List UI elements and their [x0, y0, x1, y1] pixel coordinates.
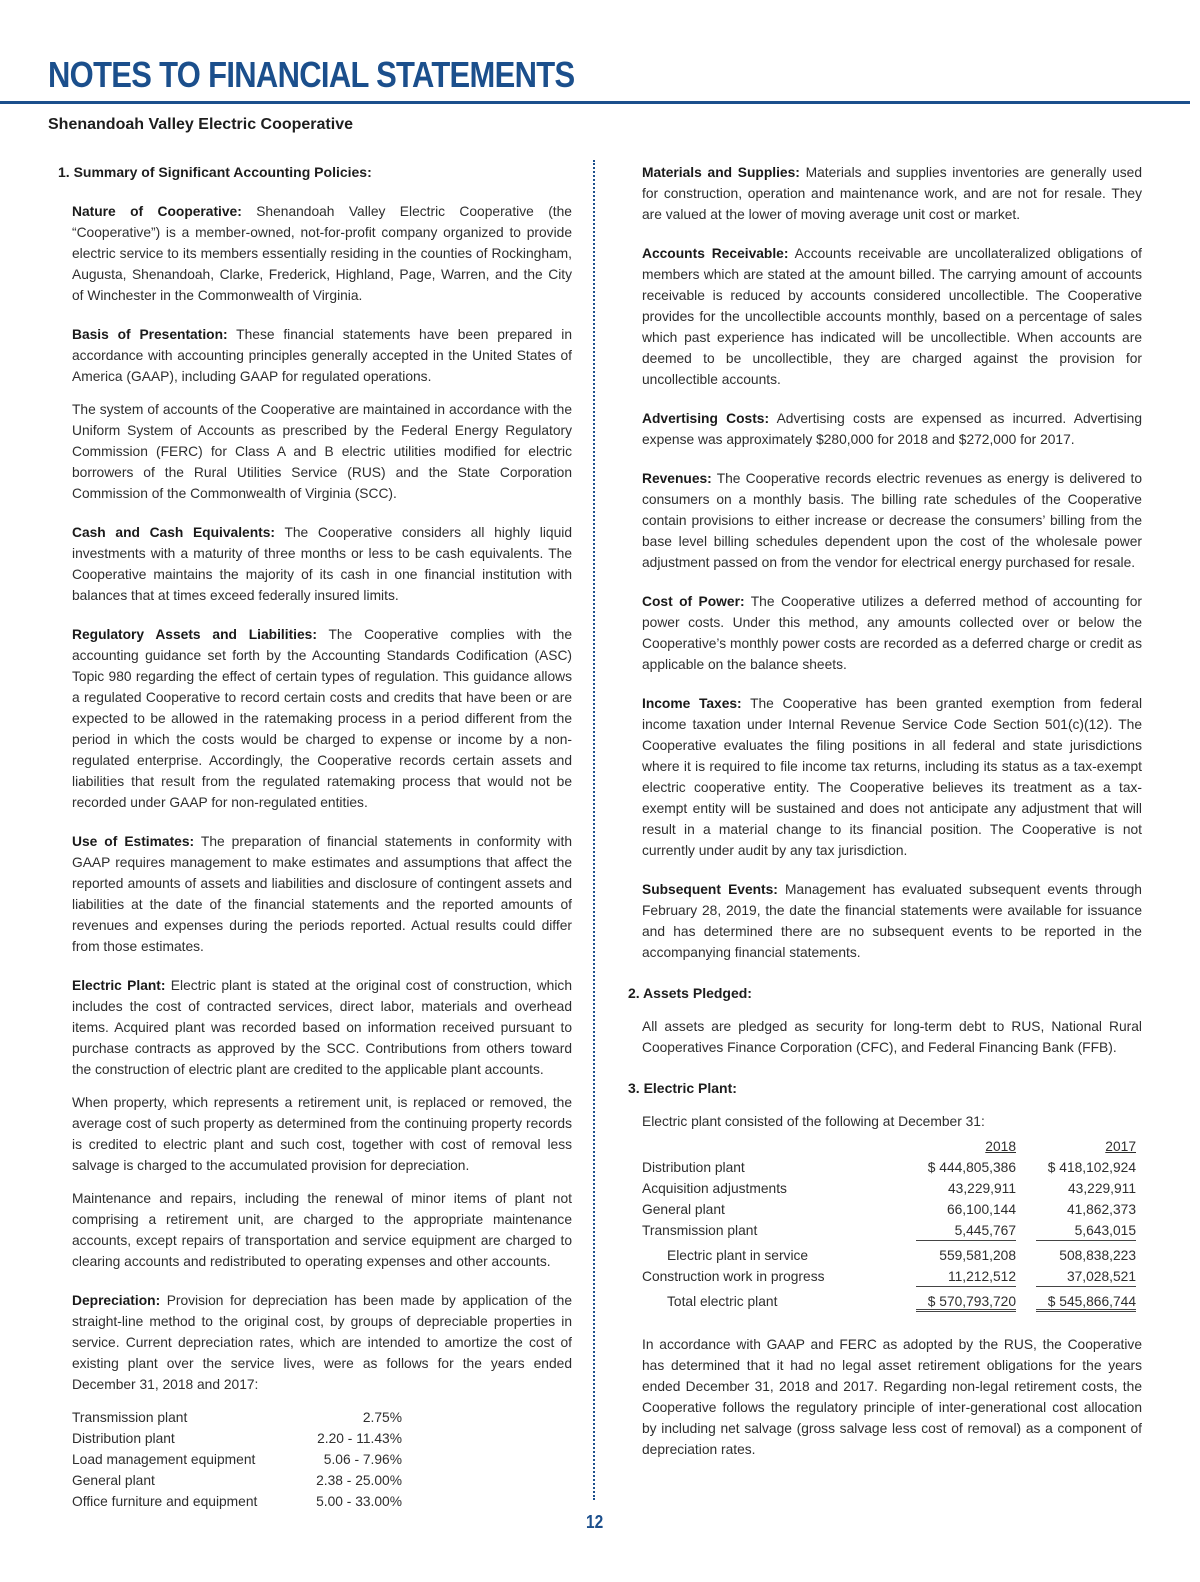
pledged-paragraph: All assets are pledged as security for long-term debt to RUS, National Rural Cooperatives Finance Corporation (CFC), and Federal Financing Bank (FFB).	[642, 1019, 1142, 1055]
subsequent-label: Subsequent Events:	[642, 882, 778, 897]
plant-paragraph: Electric Plant: Electric plant is stated at the original cost of construction, which includes the cost of contracted services, direct labor, materials and overhead items. Acquired plant was recorded based on information received pursuant to purchase contracts as approved by the SCC. Contributions from others toward the construction of electric plant are credited to the applicable plant accounts.	[72, 978, 572, 1077]
electric-plant-table	[642, 1136, 1136, 1312]
maintenance-paragraph: Maintenance and repairs, including the renewal of minor items of plant not comprising a retirement unit, are charged to the appropriate maintenance accounts, except repairs of transportation and service equipment are charged to clearing accounts and redistributed to operating expenses and other accounts.	[72, 1191, 572, 1269]
section-3-heading: 3. Electric Plant:	[628, 1080, 737, 1096]
advertising-label: Advertising Costs:	[642, 411, 770, 426]
year-2017-header: 2017	[1105, 1139, 1136, 1154]
retirement-paragraph: When property, which represents a retirement unit, is replaced or removed, the average cost of such property as determined from the continuing property records is credited to electric plant and such cost, together with cost of removal less salvage is charged to the accumulated provision for depreciation.	[72, 1095, 572, 1173]
table-row: Transmission plant 5,445,767 5,643,015	[642, 1220, 1136, 1241]
rate-row: Transmission plant 2.75%	[72, 1410, 402, 1425]
depreciation-rates-table	[72, 1407, 402, 1512]
materials-paragraph: Materials and Supplies: Materials and supplies inventories are generally used for construction, operation and maintenance work, and are not for resale. They are valued at the lower of moving average unit cost or market.	[642, 165, 1142, 222]
rate-row: Load management equipment 5.06 - 7.96%	[72, 1452, 402, 1467]
table-header-row	[642, 1136, 1136, 1157]
table-row: Acquisition adjustments 43,229,911 43,229,911	[642, 1181, 1136, 1196]
depreciation-label: Depreciation:	[72, 1293, 161, 1308]
table-row: General plant 66,100,144 41,862,373	[642, 1202, 1136, 1217]
revenues-paragraph: Revenues: The Cooperative records electric revenues as energy is delivered to consumers on a monthly basis. The billing rate schedules of the Cooperative contain provisions to either increase or decrease the consumers’ billing from the base level billing schedules dependent upon the cost of the wholesale power adjustment passed on from the vendor for electrical energy purchased for resale.	[642, 471, 1142, 570]
subtotal-row: Electric plant in service 559,581,208 508,838,223	[667, 1248, 1136, 1263]
page-number: 12	[586, 1512, 604, 1532]
plant-label: Electric Plant:	[72, 978, 166, 993]
tax-paragraph: Income Taxes: The Cooperative has been granted exemption from federal income taxation under Internal Revenue Service Code Section 501(c)(12). The Cooperative evaluates the filing positions in all federal and state jurisdictions where it is required to file income tax returns, including its status as a tax-exempt electric cooperative entity. The Cooperative believes its treatment as a tax-exempt entity will be sustained and does not anticipate any adjustment that will result in a material change to its financial position. The Cooperative is not currently under audit by any tax jurisdiction.	[642, 696, 1143, 858]
rate-row: Office furniture and equipment 5.00 - 33.00%	[72, 1494, 402, 1509]
year-2018-header: 2018	[985, 1139, 1016, 1154]
organization-name: Shenandoah Valley Electric Cooperative	[48, 116, 353, 133]
rate-row: General plant 2.38 - 25.00%	[72, 1473, 402, 1488]
left-column	[58, 162, 572, 1512]
advertising-paragraph: Advertising Costs: Advertising costs are expensed as incurred. Advertising expense was approximately $280,000 for 2018 and $272,000 for 2017.	[642, 411, 1143, 447]
nature-paragraph: Nature of Cooperative: Shenandoah Valley Electric Cooperative (the “Cooperative”) is a member-owned, not-for-profit company organized to provide electric service to its members essentially residing in the counties of Rockingham, Augusta, Shenandoah, Clarke, Frederick, Highland, Page, Warren, and the City of Winchester in the Commonwealth of Virginia.	[72, 204, 572, 303]
right-column	[628, 162, 1142, 1460]
basis-label: Basis of Presentation:	[72, 327, 228, 342]
plant-intro: Electric plant consisted of the following at December 31:	[642, 1114, 985, 1129]
regulatory-label: Regulatory Assets and Liabilities:	[72, 627, 317, 642]
regulatory-paragraph: Regulatory Assets and Liabilities: The Cooperative complies with the accounting guidance set forth by the Accounting Standards Codification (ASC) Topic 980 regarding the effect of certain types of regulation. This guidance allows a regulated Cooperative to record certain costs and credits that have been or are expected to be allowed in the ratemaking process in a period different from the period in which the costs would be charged to expense or income by a non-regulated enterprise. Accordingly, the Cooperative records certain assets and liabilities that result from the regulated ratemaking process that would not be recorded under GAAP for non-regulated entities.	[72, 627, 572, 810]
system-paragraph: The system of accounts of the Cooperative are maintained in accordance with the Uniform System of Accounts as prescribed by the Federal Energy Regulatory Commission (FERC) for Class A and B electric utilities modified for electric borrowers of the Rural Utilities Service (RUS) and the State Corporation Commission of the Commonwealth of Virginia (SCC).	[72, 402, 572, 501]
cash-paragraph: Cash and Cash Equivalents: The Cooperative considers all highly liquid investments with a maturity of three months or less to be cash equivalents. The Cooperative maintains the majority of its cash in one financial institution with balances that at times exceed federally insured limits.	[72, 525, 573, 603]
tax-label: Income Taxes:	[642, 696, 742, 711]
total-row: Total electric plant $ 570,793,720 $ 545,866,744	[642, 1291, 1136, 1312]
depreciation-paragraph: Depreciation: Provision for depreciation has been made by application of the straight-line method to the original cost, by groups of depreciable properties in service. Current depreciation rates, which are intended to amortize the cost of existing plant over the service lives, were as follows for the years ended December 31, 2018 and 2017:	[72, 1293, 572, 1392]
power-label: Cost of Power:	[642, 594, 745, 609]
basis-paragraph: Basis of Presentation: These financial statements have been prepared in accordance with accounting principles generally accepted in the United States of America (GAAP), including GAAP for regulated operations.	[72, 327, 572, 384]
table-row: Distribution plant $ 444,805,386 $ 418,102,924	[642, 1160, 1136, 1175]
subsequent-paragraph: Subsequent Events: Management has evaluated subsequent events through February 28, 2019, the date the financial statements were available for issuance and has determined there are no subsequent events to be reported in the accompanying financial statements.	[642, 882, 1142, 960]
title-rule	[0, 101, 1190, 104]
column-divider	[593, 160, 595, 1500]
estimates-label: Use of Estimates:	[72, 834, 195, 849]
page-title: NOTES TO FINANCIAL STATEMENTS	[48, 54, 575, 95]
power-paragraph: Cost of Power: The Cooperative utilizes a deferred method of accounting for power costs. Under this method, any amounts collected over or below the Cooperative’s monthly power costs are recorded as a deferred charge or credit as applicable on the balance sheets.	[642, 594, 1142, 672]
table-row: Construction work in progress 11,212,512 37,028,521	[642, 1266, 1136, 1287]
cash-label: Cash and Cash Equivalents:	[72, 525, 276, 540]
nature-label: Nature of Cooperative:	[72, 204, 242, 219]
materials-label: Materials and Supplies:	[642, 165, 800, 180]
section-2-heading: 2. Assets Pledged:	[628, 985, 752, 1001]
aro-paragraph: In accordance with GAAP and FERC as adopted by the RUS, the Cooperative has determined that it had no legal asset retirement obligations for the years ended December 31, 2018 and 2017. Regarding non-legal retirement costs, the Cooperative follows the regulatory principle of inter-generational cost allocation by including net salvage (gross salvage less cost of removal) as a component of depreciation rates.	[642, 1337, 1142, 1457]
estimates-paragraph: Use of Estimates: The preparation of financial statements in conformity with GAAP requires management to make estimates and assumptions that affect the reported amounts of assets and liabilities and disclosure of contingent assets and liabilities at the date of the financial statements and the reported amounts of revenues and expenses during the periods reported. Actual results could differ from those estimates.	[72, 834, 572, 954]
section-1-heading: 1. Summary of Significant Accounting Policies:	[58, 164, 372, 180]
receivable-label: Accounts Receivable:	[642, 246, 789, 261]
receivable-paragraph: Accounts Receivable: Accounts receivable are uncollateralized obligations of members which are stated at the amount billed. The carrying amount of accounts receivable is reduced by accounts considered uncollectible. The Cooperative provides for the uncollectible accounts monthly, based on a percentage of sales which past experience has indicated will be uncollectible. When accounts are deemed to be uncollectible, they are charged against the provision for uncollectible accounts.	[642, 246, 1142, 387]
revenues-label: Revenues:	[642, 471, 712, 486]
rate-row: Distribution plant 2.20 - 11.43%	[72, 1431, 402, 1446]
